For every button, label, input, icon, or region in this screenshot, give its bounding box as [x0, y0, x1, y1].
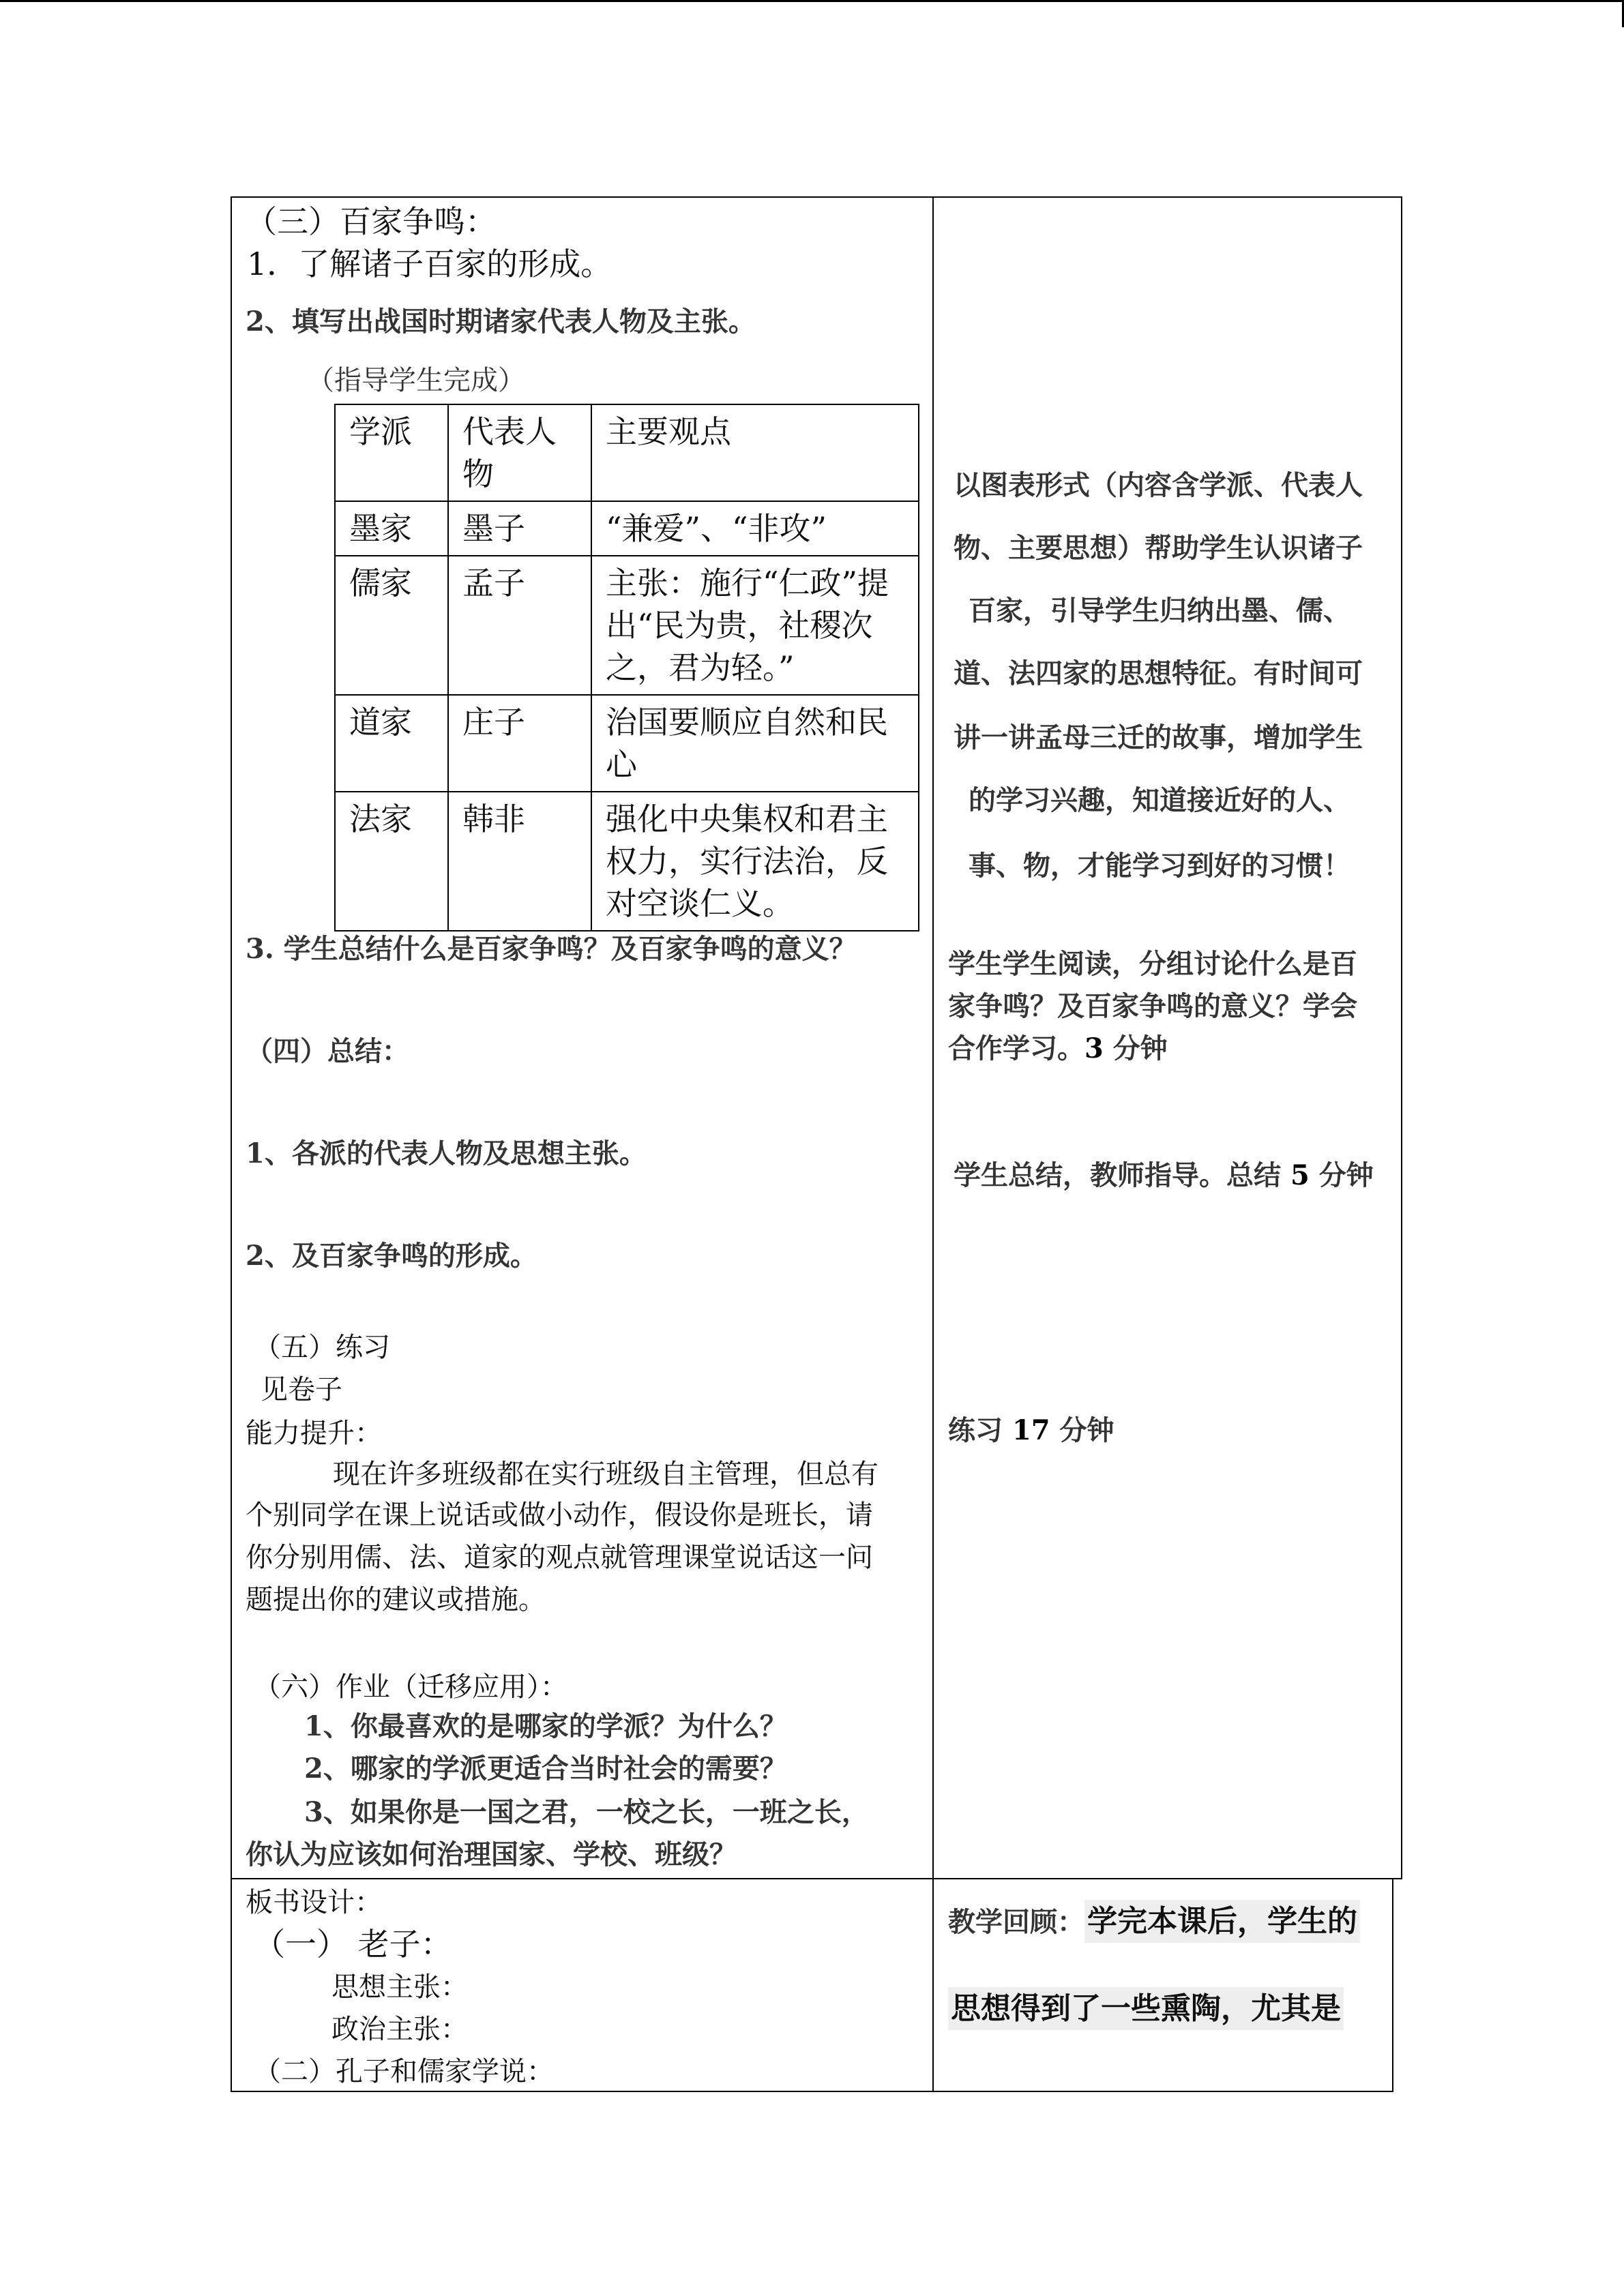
note2-num: 3	[1084, 1032, 1104, 1064]
section6-heading: （六）作业（迁移应用）：	[254, 1671, 567, 1703]
section3-heading: （三）百家争鸣：	[246, 203, 497, 240]
guide-note: （指导学生完成）	[307, 365, 525, 396]
rep-cell: 庄子	[448, 695, 591, 792]
ability-label: 能力提升：	[246, 1418, 382, 1449]
section4-heading: （四）总结：	[246, 1035, 409, 1067]
school-cell: 儒家	[335, 556, 448, 695]
rep-cell: 孟子	[448, 556, 591, 695]
reflection-line2	[948, 1991, 1344, 2026]
section3-item2: 2、填写出战国时期诸家代表人物及主张。	[246, 305, 756, 338]
table-header-row	[335, 404, 919, 501]
note3	[954, 1159, 1374, 1191]
board-thought: 思想主张：	[331, 1971, 468, 2003]
ability-line: 你分别用儒、法、道家的观点就管理课堂说话这一问	[246, 1542, 873, 1573]
page-top-border	[0, 0, 1624, 2]
lower-left-border	[231, 1878, 232, 2092]
table-row	[335, 556, 919, 695]
note4	[948, 1414, 1114, 1446]
board-heading-2: （二）孔子和儒家学说：	[254, 2056, 554, 2087]
reflection-line1	[948, 1904, 1360, 1939]
table-row	[335, 501, 919, 556]
note1-line: 道、法四家的思想特征。有时间可	[954, 657, 1363, 689]
note1-line: 物、主要思想）帮助学生认识诸子	[954, 532, 1363, 564]
school-cell: 法家	[335, 792, 448, 931]
rep-cell: 韩非	[448, 792, 591, 931]
ability-line: 题提出你的建议或措施。	[246, 1584, 546, 1615]
view-cell: “兼爱”、“非攻”	[591, 501, 919, 556]
note4-prefix: 练习	[948, 1414, 1012, 1446]
section3-item3: 3. 学生总结什么是百家争鸣？及百家争鸣的意义？	[246, 933, 857, 965]
lower-right-border	[1392, 1878, 1393, 2092]
note4-unit: 分钟	[1050, 1414, 1114, 1446]
note1-line: 以图表形式（内容含学派、代表人	[954, 469, 1363, 501]
board-label: 板书设计：	[246, 1887, 382, 1918]
note1-line: 的学习兴趣，知道接近好的人、	[969, 784, 1350, 816]
reflection-text2: 思想得到了一些熏陶，尤其是	[948, 1987, 1344, 2030]
rep-cell: 墨子	[448, 501, 591, 556]
section3-item1: 1．了解诸子百家的形成。	[247, 245, 612, 282]
schools-table	[334, 404, 919, 931]
column-divider	[932, 196, 934, 2092]
view-cell: 主张：施行“仁政”提出“民为贵，社稷次之，君为轻。”	[591, 556, 919, 695]
school-cell: 墨家	[335, 501, 448, 556]
reflection-label: 教学回顾：	[948, 1906, 1084, 1938]
section4-item1: 1、各派的代表人物及思想主张。	[246, 1137, 647, 1169]
row-divider	[231, 1878, 1393, 1879]
note2-line-last	[948, 1032, 1168, 1064]
note1-line: 百家，引导学生归纳出墨、儒、	[969, 595, 1350, 627]
note3-num: 5	[1290, 1159, 1310, 1191]
note1-line: 事、物，才能学习到好的习惯！	[969, 850, 1350, 882]
ability-line: 个别同学在课上说话或做小动作，假设你是班长，请	[246, 1500, 873, 1531]
note4-num: 17	[1012, 1414, 1050, 1446]
note3-prefix: 学生总结，教师指导。总结	[954, 1159, 1290, 1191]
header-school: 学派	[335, 404, 448, 501]
homework-q1: 1、你最喜欢的是哪家的学派？为什么？	[304, 1710, 787, 1742]
homework-q3-line2: 你认为应该如何治理国家、学校、班级？	[246, 1838, 737, 1870]
note3-unit: 分钟	[1309, 1159, 1374, 1191]
header-rep: 代表人物	[448, 404, 591, 501]
board-politics: 政治主张：	[331, 2014, 468, 2045]
header-view: 主要观点	[591, 404, 919, 501]
table-row	[335, 792, 919, 931]
note2-line: 学生学生阅读，分组讨论什么是百	[948, 948, 1357, 980]
note2-unit: 分钟	[1103, 1032, 1168, 1064]
board-heading-1: （一） 老子：	[254, 1926, 452, 1963]
reflection-text1: 学完本课后，学生的	[1084, 1900, 1360, 1943]
section5-sub: 见卷子	[261, 1374, 342, 1405]
homework-q3-line1: 3、如果你是一国之君，一校之长，一班之长，	[304, 1796, 869, 1828]
note1-line: 讲一讲孟母三迁的故事，增加学生	[954, 721, 1363, 754]
ability-line: 现在许多班级都在实行班级自主管理，但总有	[333, 1459, 879, 1490]
section5-heading: （五）练习	[254, 1332, 390, 1363]
school-cell: 道家	[335, 695, 448, 792]
note2-line: 家争鸣？及百家争鸣的意义？学会	[948, 990, 1357, 1022]
table-row	[335, 695, 919, 792]
view-cell: 治国要顺应自然和民心	[591, 695, 919, 792]
view-cell: 强化中央集权和君主权力，实行法治，反对空谈仁义。	[591, 792, 919, 931]
note2-prefix: 合作学习。	[948, 1032, 1084, 1064]
section4-item2: 2、及百家争鸣的形成。	[246, 1240, 537, 1272]
table-bottom-border	[231, 2091, 1393, 2092]
homework-q2: 2、哪家的学派更适合当时社会的需要？	[304, 1753, 787, 1785]
